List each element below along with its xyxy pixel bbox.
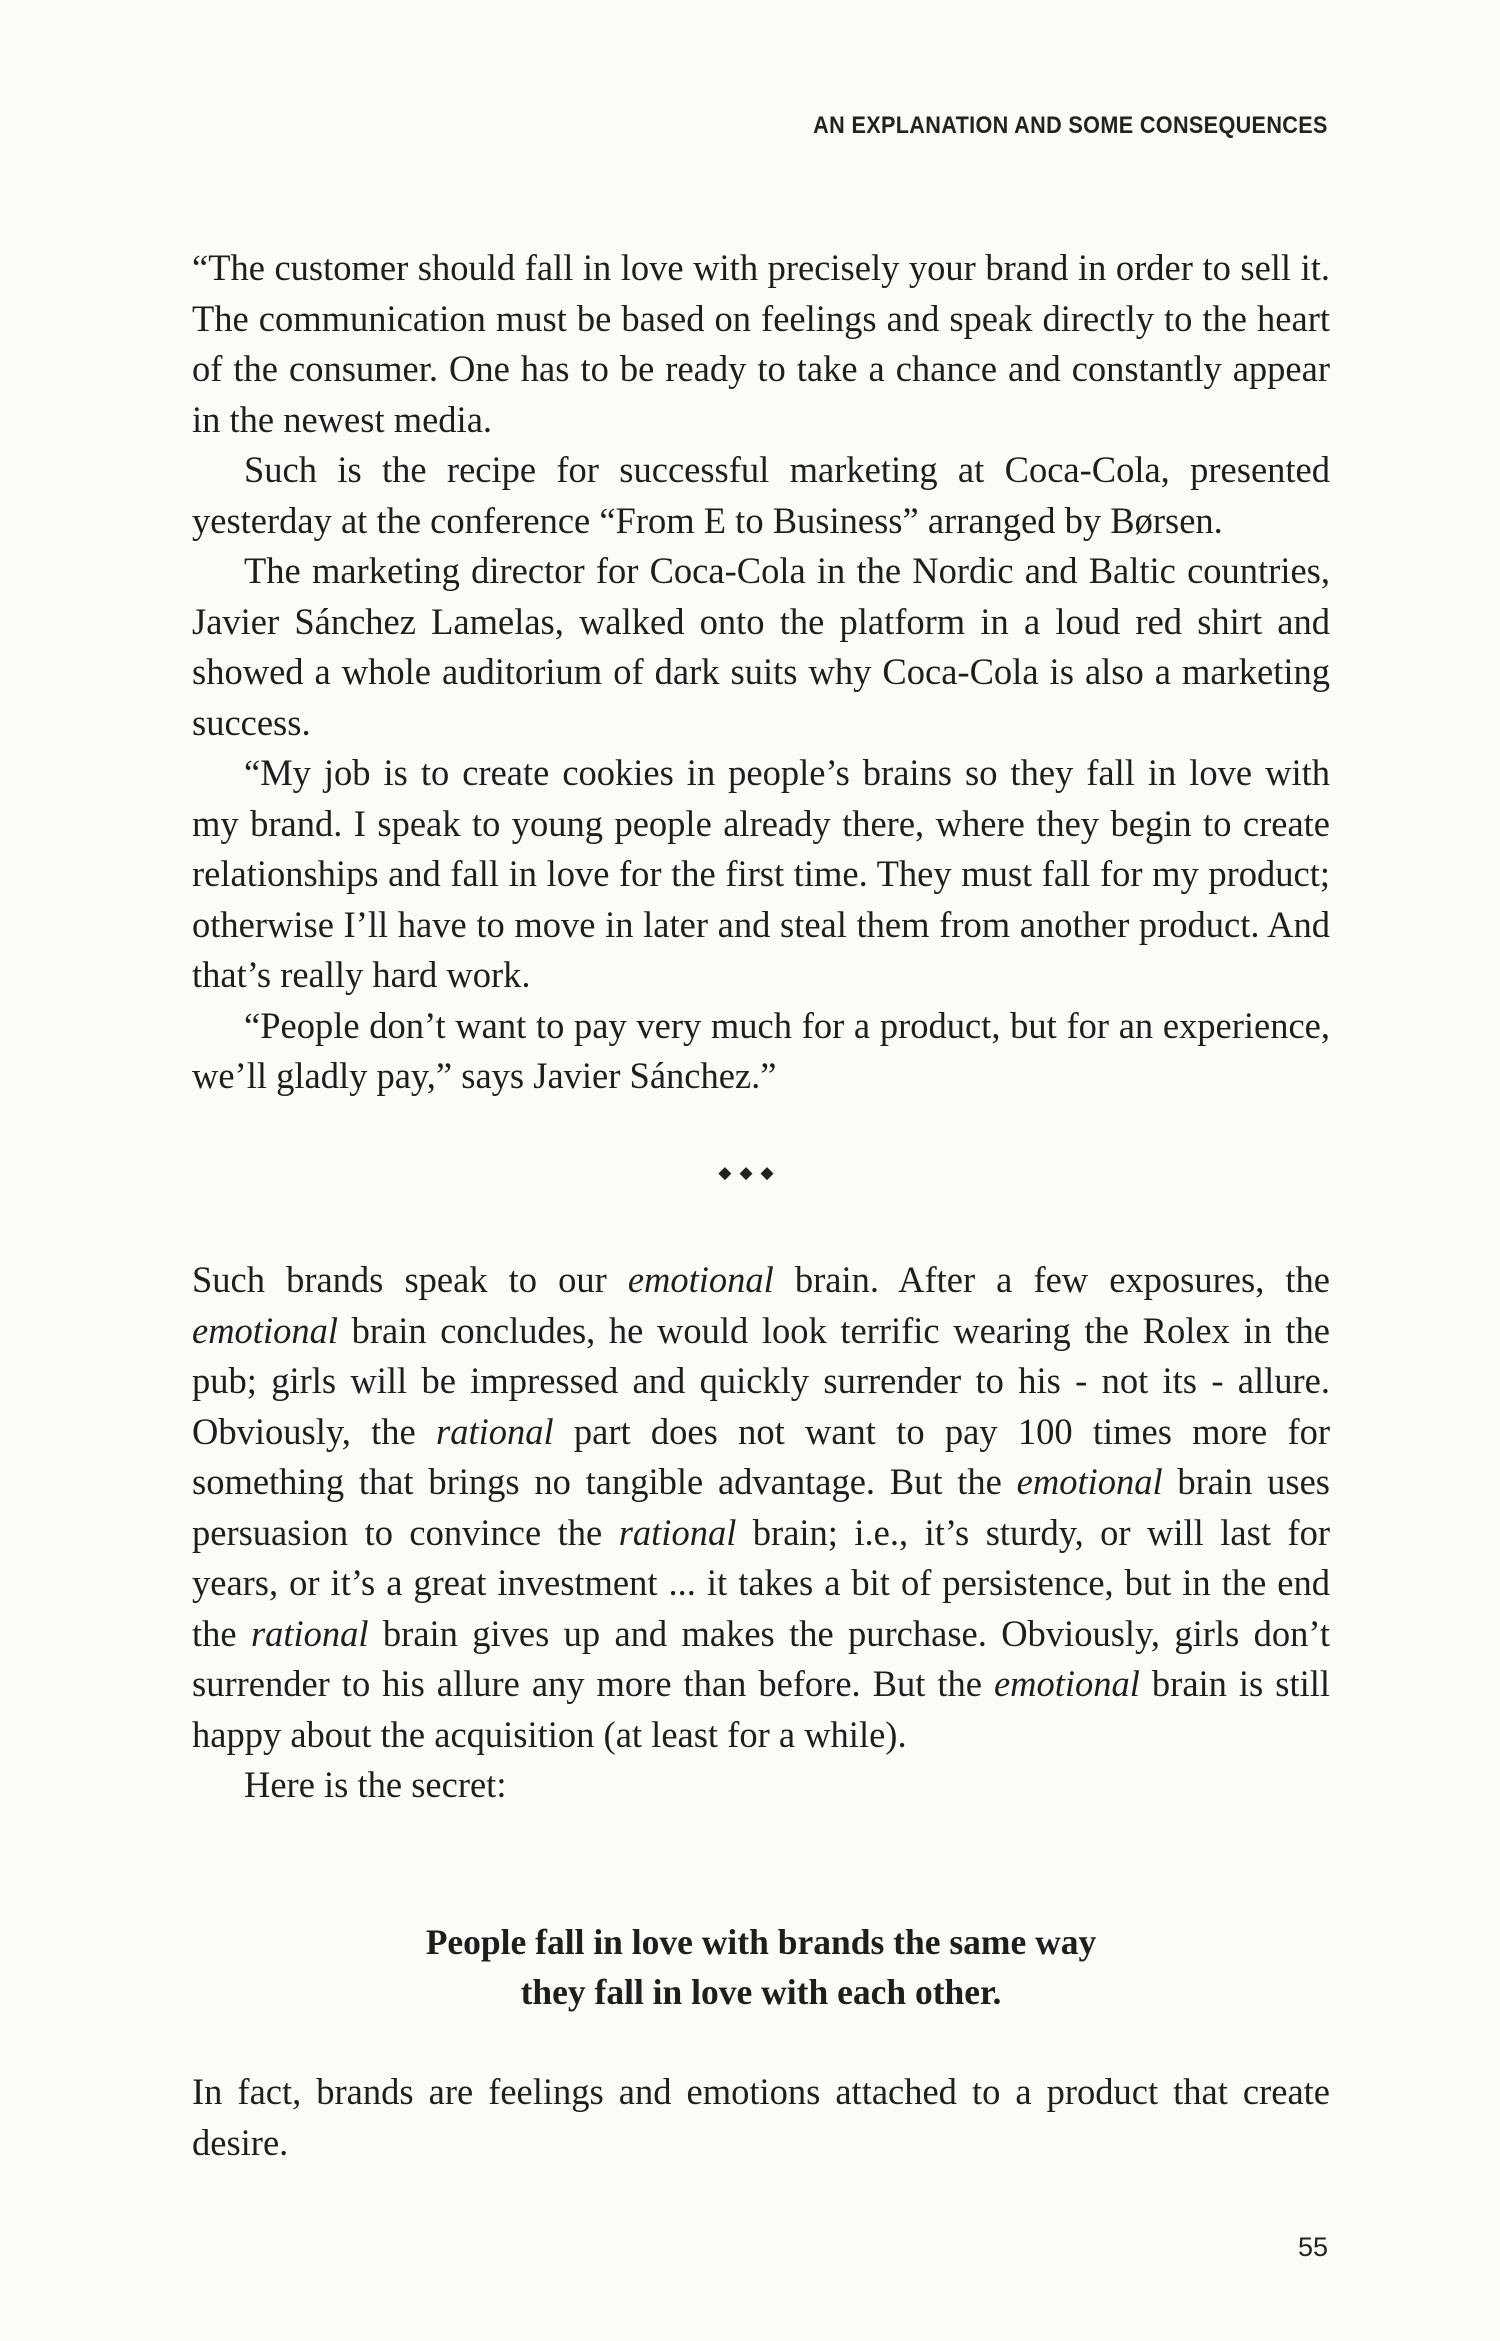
body-paragraph [192, 1255, 1330, 1760]
emphasis-term: emotional [627, 1259, 774, 1300]
text-run: brain; i.e., it’s sturdy, or will last for years, or it’s a great investment ... it takes a bit of persistence, but in the end the [192, 1511, 1330, 1654]
quote-paragraph: “My job is to create cookies in people’s brains so they fall in love with my brand. I speak to young people already there, where they begin to create relationships and fall in love for the first time. They must fall for my product; otherwise I’ll have to move in later and steal them from another product. And that’s really hard work. [192, 752, 1330, 995]
quote-paragraph: The marketing director for Coca-Cola in the Nordic and Baltic countries, Javier Sánchez Lamelas, walked onto the platform in a loud red shirt and showed a whole auditorium of dark suits why Coca-Cola is also a marketing success. [192, 550, 1330, 743]
emphasis-term: emotional [192, 1309, 338, 1351]
page-number: 55 [1297, 2232, 1328, 2262]
running-header: AN EXPLANATION AND SOME CONSEQUENCES [813, 112, 1328, 139]
highlighted-statement [192, 1917, 1330, 2017]
body-paragraph: Here is the secret: [244, 1764, 507, 1805]
text-run: brain uses persuasion to convince the [192, 1461, 1331, 1553]
quote-paragraph: “The customer should fall in love with precisely your brand in order to sell it. The communication must be based on feelings and speak directly to the heart of the consumer. One has to be ready to take a chance and constantly appear in the newest media. [192, 247, 1330, 440]
closing-section [192, 2067, 1330, 2168]
emphasis-term: emotional [1016, 1461, 1163, 1502]
text-run: brain. After a few exposures, the [773, 1259, 1330, 1300]
quote-paragraph: Such is the recipe for successful marketing at Coca-Cola, presented yesterday at the conference “From E to Business” arranged by Børsen. [192, 449, 1330, 541]
emphasis-term: rational [250, 1612, 369, 1654]
quote-section [192, 243, 1330, 1102]
text-run: brain is still happy about the acquisition (at least for a while). [192, 1663, 1331, 1755]
text-run: brain concludes, he would look terrific wearing the Rolex in the pub; girls will be impressed and quickly surrender to his - not its - allure. Obviously, the [192, 1309, 1330, 1452]
emphasis-term: rational [618, 1511, 737, 1553]
emphasis-term: emotional [993, 1663, 1140, 1704]
statement-line: People fall in love with brands the same way [425, 1922, 1097, 1962]
text-run: part does not want to pay 100 times more for something that brings no tangible advantage. But the [192, 1410, 1330, 1502]
text-run: Such brands speak to our [192, 1259, 628, 1300]
body-section [192, 1255, 1330, 1811]
section-divider: ◆◆◆ [718, 1163, 782, 1183]
text-run: brain gives up and makes the purchase. Obviously, girls don’t surrender to his allure any more than before. But the [192, 1612, 1331, 1704]
quote-paragraph: “People don’t want to pay very much for a product, but for an experience, we’ll gladly pay,” says Javier Sánchez.” [192, 1004, 1330, 1096]
closing-paragraph: In fact, brands are feelings and emotions attached to a product that create desire. [192, 2071, 1330, 2163]
emphasis-term: rational [435, 1410, 554, 1452]
statement-line: they fall in love with each other. [520, 1972, 1002, 2012]
